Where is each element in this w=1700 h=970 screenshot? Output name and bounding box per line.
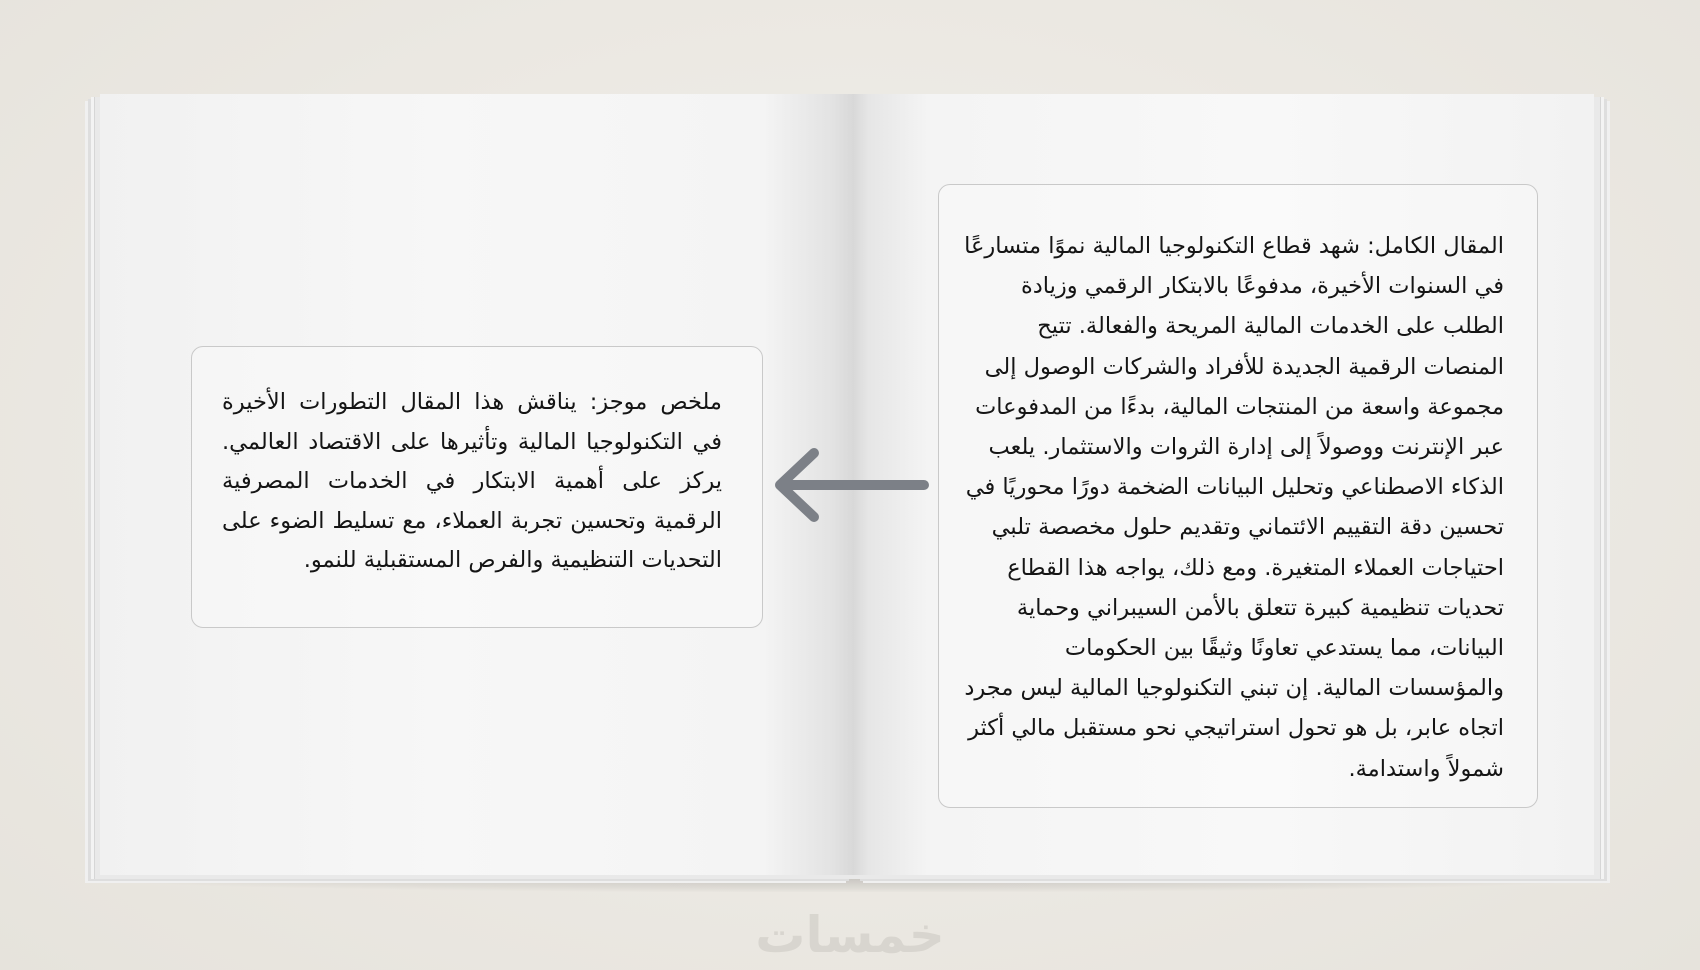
arrow-left-icon <box>770 445 930 525</box>
article-text: المقال الكامل: شهد قطاع التكنولوجيا المالية نموًا متسارعًا في السنوات الأخيرة، مدفوعًا بالابتكار الرقمي وزيادة الطلب على الخدمات المالية المريحة والفعالة. تتيح المنصات الرقمية الجديدة للأفراد والشركات الوصول إلى مجموعة واسعة من المنتجات المالية، بدءًا من المدفوعات عبر الإنترنت ووصولاً إلى إدارة الثروات والاستثمار. يلعب الذكاء الاصطناعي وتحليل البيانات الضخمة دورًا محوريًا في تحسين دقة التقييم الائتماني وتقديم حلول مخصصة تلبي احتياجات العملاء المتغيرة. ومع ذلك، يواجه هذا القطاع تحديات تنظيمية كبيرة تتعلق بالأمن السيبراني وحماية البيانات، مما يستدعي تعاونًا وثيقًا بين الحكومات والمؤسسات المالية. إن تبني التكنولوجيا المالية ليس مجرد اتجاه عابر، بل هو تحول استراتيجي نحو مستقبل مالي أكثر شمولاً واستدامة. <box>964 233 1504 782</box>
summary-text: ملخص موجز: يناقش هذا المقال التطورات الأخيرة في التكنولوجيا المالية وتأثيرها على الاقتصاد العالمي. يركز على أهمية الابتكار في الخدمات المصرفية الرقمية وتحسين تجربة العملاء، مع تسليط الضوء على التحديات التنظيمية والفرص المستقبلية للنمو. <box>222 389 722 573</box>
watermark-logo: خمسات <box>755 906 945 964</box>
